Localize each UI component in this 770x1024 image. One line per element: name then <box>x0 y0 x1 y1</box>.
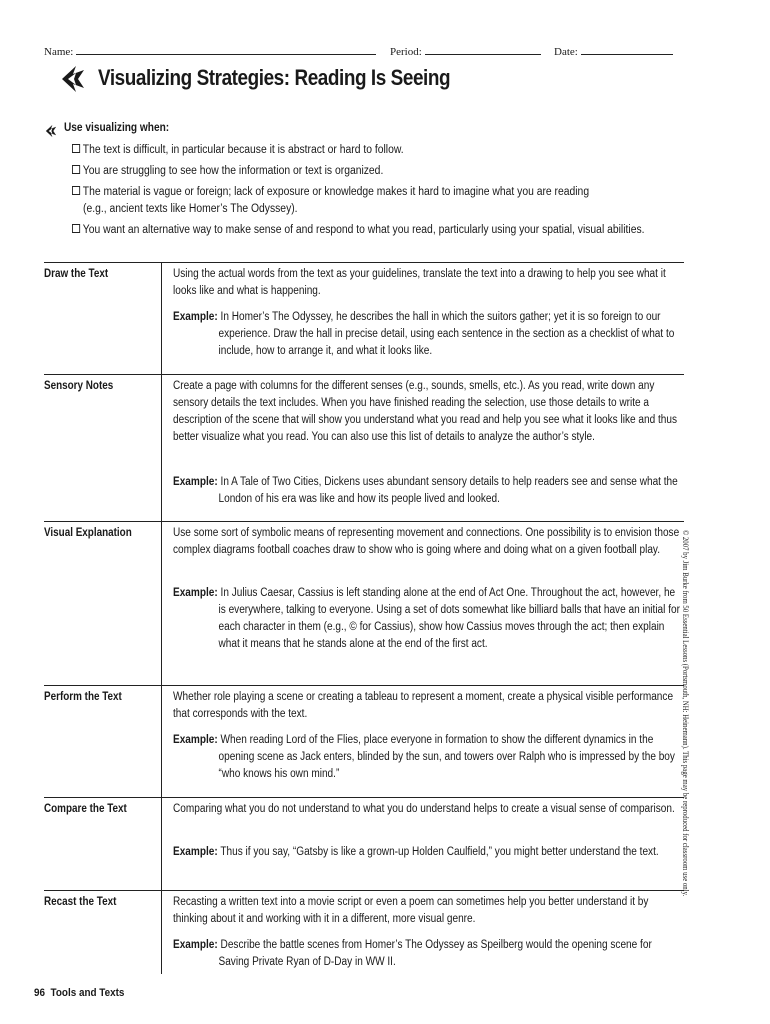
page-title: Visualizing Strategies: Reading Is Seeing <box>98 65 451 90</box>
strategy-description: Create a page with columns for the different senses (e.g., sounds, smells, etc.). As you read, write down any sensory details the text includes. When you have finished reading the selection, use those details to write a description of the scene that will show you understand what you read and help you see what it looks like and thus better visualize what you read. You can also use this list of details to analyze the author’s style. <box>173 380 677 443</box>
date-blank[interactable] <box>581 44 673 55</box>
row-divider <box>44 797 684 798</box>
strategy-description: Recasting a written text into a movie script or even a poem can sometimes help you better understand it by thinking about it and working with it in a different, more visual genre. <box>173 896 649 925</box>
strategy-name: Perform the Text <box>44 691 122 703</box>
section-title: Tools and Texts <box>50 987 125 999</box>
condition-item <box>72 163 648 180</box>
example-text: In A Tale of Two Cities, Dickens uses abundant sensory details to help readers see and sense what the London of his era was like and how its people lived and looked. <box>218 476 678 505</box>
period-blank[interactable] <box>425 44 541 55</box>
condition-item-continued <box>83 201 659 218</box>
strategy-description: Whether role playing a scene or creating a tableau to represent a moment, create a physical visible performance that corresponds with the text. <box>173 691 674 720</box>
condition-text: (e.g., ancient texts like Homer’s The Odyssey). <box>83 203 298 215</box>
strategy-example <box>173 732 681 783</box>
column-divider <box>161 262 162 974</box>
example-label: Example: <box>173 587 218 599</box>
strategy-example <box>173 937 681 971</box>
row-divider <box>44 521 684 522</box>
example-text: Thus if you say, “Gatsby is like a grown-up Holden Caulfield,” you might better understand the text. <box>220 846 659 858</box>
checkbox-icon[interactable] <box>72 224 80 233</box>
usage-heading: Use visualizing when: <box>64 122 170 134</box>
example-label: Example: <box>173 311 218 323</box>
name-label: Name: <box>44 46 74 58</box>
condition-text: You are struggling to see how the information or text is organized. <box>82 165 384 177</box>
strategy-example <box>173 844 681 861</box>
copyright-notice <box>681 530 702 980</box>
strategy-name: Recast the Text <box>44 896 117 908</box>
title-block <box>58 62 678 96</box>
period-label: Period: <box>390 46 422 58</box>
condition-text: You want an alternative way to make sense of and respond to what you read, particularly using your spatial, visual abilities. <box>82 224 645 236</box>
strategy-name: Visual Explanation <box>44 527 132 539</box>
row-divider <box>44 685 684 686</box>
row-divider <box>44 890 684 891</box>
strategy-example <box>173 474 681 508</box>
strategy-description: Comparing what you do not understand to what you do understand helps to create a visual sense of comparison. <box>173 803 675 815</box>
condition-item <box>72 142 648 159</box>
row-divider <box>44 262 684 263</box>
date-field[interactable] <box>554 44 673 58</box>
example-label: Example: <box>173 476 218 488</box>
copyright-text: © 2007 by Jim Burke from 50 Essential Lessons (Portsmouth, NH: Heinemann). This page may be reproduced for classroom use only. <box>681 530 690 897</box>
row-divider <box>44 374 684 375</box>
name-blank[interactable] <box>76 44 376 55</box>
strategy-example <box>173 585 681 653</box>
example-label: Example: <box>173 939 218 951</box>
checkbox-icon[interactable] <box>72 186 80 195</box>
strategy-example <box>173 309 681 360</box>
condition-text: The text is difficult, in particular because it is abstract or hard to follow. <box>82 144 404 156</box>
condition-text: The material is vague or foreign; lack of exposure or knowledge makes it hard to imagine what you are reading <box>82 186 590 198</box>
example-text: When reading Lord of the Flies, place everyone in formation to show the different dynamics in the opening scene as Jack enters, blinded by the sun, and towers over Ralph who is impressed by the boy “who knows his own mind.” <box>218 734 675 780</box>
strategy-name: Draw the Text <box>44 268 109 280</box>
page-footer <box>34 987 124 999</box>
page-number: 96 <box>34 987 46 999</box>
strategy-description: Using the actual words from the text as your guidelines, translate the text into a drawing to help you see what it looks like and what is happening. <box>173 268 666 297</box>
checkbox-icon[interactable] <box>72 144 80 153</box>
strategy-description: Use some sort of symbolic means of representing movement and connections. One possibility is to envision those complex diagrams football coaches draw to show who is going where and doing what on a given football play. <box>173 527 680 556</box>
visualizing-logo-icon <box>58 64 88 94</box>
example-text: In Julius Caesar, Cassius is left standing alone at the end of Act One. Throughout the act, however, he is everywhere, talking to everyone. Using a set of dots somewhat like billiard balls that have an initial for each character in them (e.g., © for Cassius), show how Cassius moves through the act; then explain what it means that he stands alone at the end of the first act. <box>218 587 680 650</box>
student-info-line <box>44 44 684 58</box>
name-field[interactable] <box>44 44 376 58</box>
condition-item <box>72 222 648 239</box>
visualizing-bullet-icon <box>44 124 58 138</box>
date-label: Date: <box>554 46 578 58</box>
strategy-name: Compare the Text <box>44 803 127 815</box>
example-label: Example: <box>173 846 218 858</box>
condition-item <box>72 184 648 201</box>
strategy-name: Sensory Notes <box>44 380 114 392</box>
checkbox-icon[interactable] <box>72 165 80 174</box>
example-text: Describe the battle scenes from Homer’s The Odyssey as Speilberg would the opening scene for Saving Private Ryan of D-Day in WW II. <box>218 939 652 968</box>
period-field[interactable] <box>390 44 541 58</box>
example-text: In Homer’s The Odyssey, he describes the hall in which the suitors gather; yet it is so foreign to our experience. Draw the hall in precise detail, using each sentence in the section as a checklist of what to include, how to arrange it, and what it looks like. <box>218 311 675 357</box>
example-label: Example: <box>173 734 218 746</box>
